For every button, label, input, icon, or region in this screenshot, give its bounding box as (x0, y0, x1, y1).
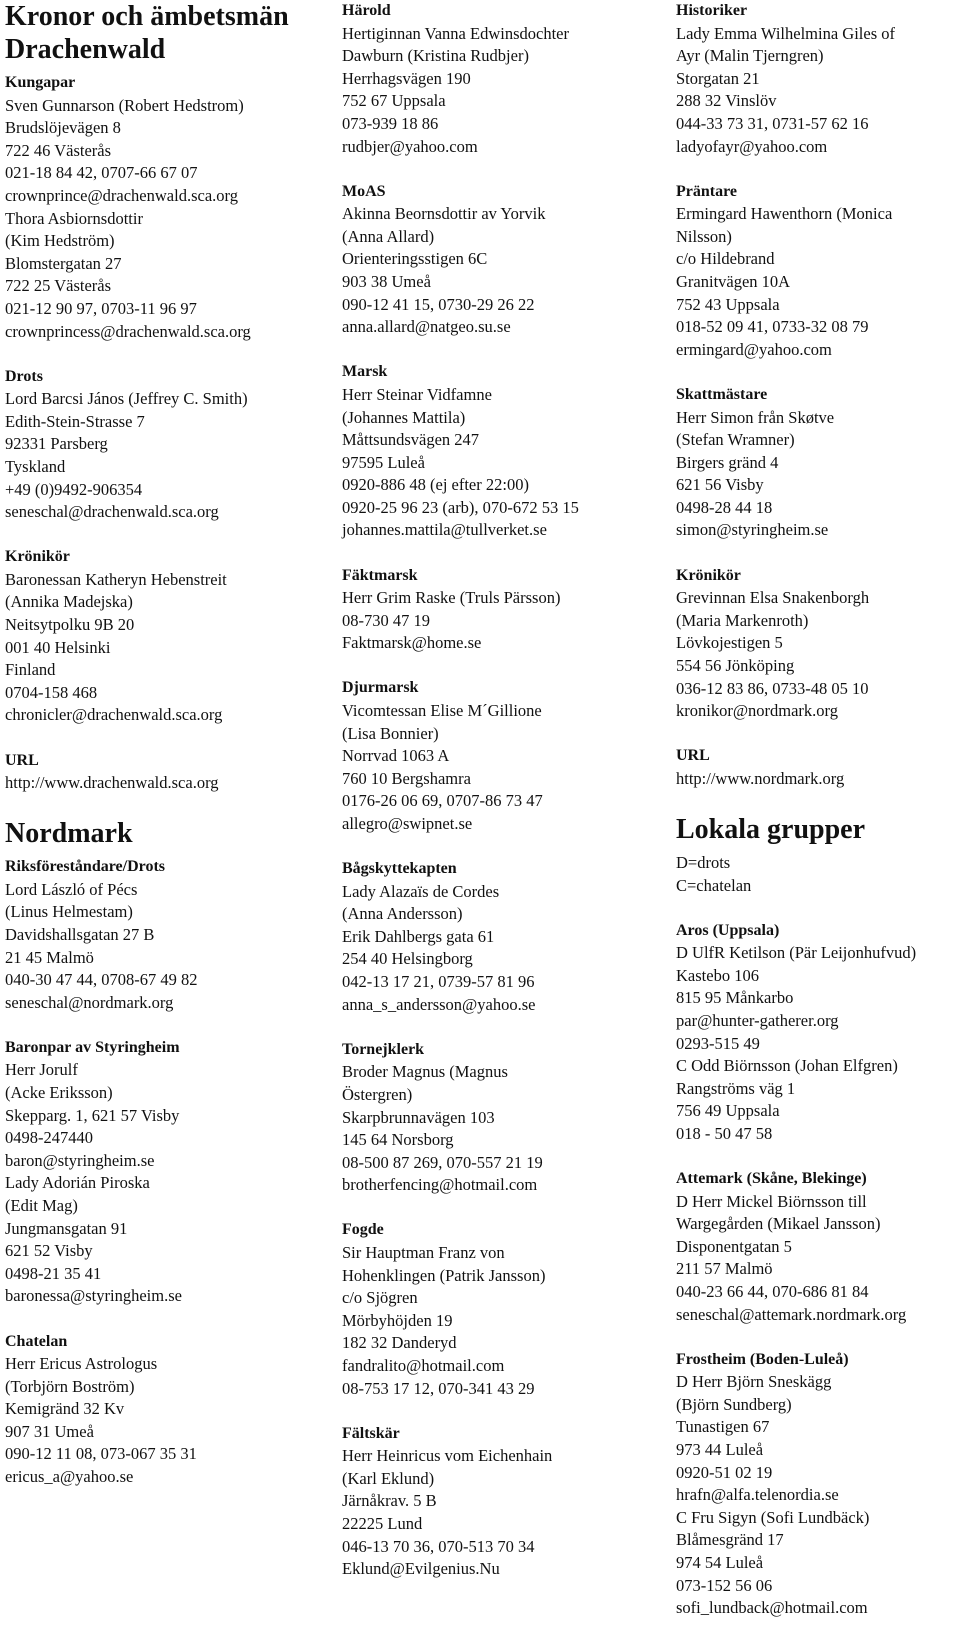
entry-line: Herr Steinar Vidfamne (342, 384, 492, 404)
entry-kronikor (5, 546, 325, 727)
entry-line: 722 25 Västerås (5, 276, 112, 296)
entry-title: Historiker (676, 2, 748, 19)
nordmark-officer-entries-2 (676, 0, 960, 790)
entry-line: 021-18 84 42, 0707-66 67 07 (5, 163, 198, 183)
entry-line: 090-12 41 15, 0730-29 26 22 (342, 294, 535, 314)
entry-line: 040-30 47 44, 0708-67 49 82 (5, 970, 198, 990)
email-address[interactable]: seneschal@nordmark.org (5, 992, 174, 1012)
entry-line: 036-12 83 86, 0733-48 05 10 (676, 678, 869, 698)
entry-line: (Torbjörn Boström) (5, 1376, 135, 1396)
entry-line: 0920-25 96 23 (arb), 070-672 53 15 (342, 497, 579, 517)
entry-line: 046-13 70 36, 070-513 70 34 (342, 1536, 535, 1556)
local-group-entries (676, 920, 960, 1620)
url-link[interactable]: http://www.drachenwald.sca.org (5, 773, 219, 793)
entry-line: 756 49 Uppsala (676, 1101, 780, 1121)
entry-title: Skattmästare (676, 385, 768, 403)
entry-line: 21 45 Malmö (5, 947, 94, 967)
entry-line: Skarpbrunnavägen 103 (342, 1107, 495, 1127)
email-address[interactable]: johannes.mattila@tullverket.se (342, 520, 547, 540)
entry-line: 040-23 66 44, 070-686 81 84 (676, 1282, 869, 1301)
email-address[interactable]: baronessa@styringheim.se (5, 1286, 182, 1306)
entry-line: 08-753 17 12, 070-341 43 29 (342, 1378, 535, 1398)
entry-line: 044-33 73 31, 0731-57 62 16 (676, 113, 869, 133)
heading-drachenwald (5, 0, 325, 66)
entry-line: Lord Barcsi János (Jeffrey C. Smith) (5, 389, 248, 409)
entry-line: Grevinnan Elsa Snakenborgh (676, 588, 870, 608)
entry-line: 0704-158 468 (5, 682, 98, 702)
entry-line: Rangströms väg 1 (676, 1078, 796, 1098)
entry-riksforestandare-drots (5, 856, 325, 1014)
nordmark-entries (5, 856, 325, 1488)
entry-title: Chatelan (5, 1332, 68, 1350)
entry-line: 0293-515 49 (676, 1033, 760, 1053)
entry-line: (Lisa Bonnier) (342, 723, 439, 743)
entry-line: Herr Heinricus vom Eichenhain (342, 1446, 553, 1466)
entry-line: (Maria Markenroth) (676, 610, 809, 630)
entry-line: 08-730 47 19 (342, 610, 430, 630)
entry-line: Herr Simon från Skøtve (676, 407, 835, 427)
entry-title: Baronpar av Styringheim (5, 1038, 180, 1056)
entry-line: c/o Hildebrand (676, 249, 775, 269)
entry-line: Herr Ericus Astrologus (5, 1354, 158, 1374)
entry-line: Sven Gunnarson (Robert Hedstrom) (5, 95, 244, 115)
entry-line: 090-12 11 08, 073-067 35 31 (5, 1444, 197, 1464)
entry-line: (Edit Mag) (5, 1196, 78, 1216)
entry-line: Neitsytpolku 9B 20 (5, 615, 135, 635)
entry-line: Kemigränd 32 Kv (5, 1399, 125, 1419)
legend-line: D=drots (676, 852, 731, 872)
entry-line: 0498-21 35 41 (5, 1263, 102, 1283)
entry-line: (Linus Helmestam) (5, 902, 133, 922)
entry-title: MoAS (342, 182, 386, 200)
entry-line: C Odd Biörnsson (Johan Elfgren) (676, 1056, 898, 1076)
email-address[interactable]: rudbjer@yahoo.com (342, 136, 478, 156)
entry-line: Edith-Stein-Strasse 7 (5, 411, 145, 431)
nordmark-officer-entries (342, 0, 642, 1581)
entry-line: (Kim Hedström) (5, 231, 115, 251)
entry-line: Erik Dahlbergs gata 61 (342, 926, 495, 946)
entry-line: Brudslöjevägen 8 (5, 118, 121, 138)
entry-line: Dawburn (Kristina Rudbjer) (342, 46, 529, 66)
entry-line: 621 56 Visby (676, 475, 764, 495)
entry-harold (342, 0, 642, 158)
entry-faktmarsk (342, 565, 642, 655)
entry-line: 021-12 90 97, 0703-11 96 97 (5, 298, 197, 318)
entry-line: 752 67 Uppsala (342, 91, 446, 111)
drachenwald-entries (5, 72, 325, 795)
heading-line: Kronor och ämbetsmän (5, 1, 289, 32)
email-address[interactable]: fandralito@hotmail.com (342, 1355, 505, 1375)
entry-aros-uppsala (676, 920, 960, 1146)
entry-line: 722 46 Västerås (5, 140, 112, 160)
entry-line: Jungmansgatan 91 (5, 1218, 128, 1238)
entry-line: 0498-28 44 18 (676, 497, 773, 517)
entry-line: c/o Sjögren (342, 1288, 418, 1308)
entry-line: Davidshallsgatan 27 B (5, 925, 155, 944)
email-address[interactable]: par@hunter-gatherer.org (676, 1010, 839, 1030)
entry-line: 903 38 Umeå (342, 272, 431, 292)
entry-line: 08-500 87 269, 070-557 21 19 (342, 1152, 543, 1172)
entry-line: Baronessan Katheryn Hebenstreit (5, 569, 227, 589)
entry-line: 254 40 Helsingborg (342, 949, 473, 969)
email-address[interactable]: allegro@swipnet.se (342, 814, 473, 833)
email-address[interactable]: hrafn@alfa.telenordia.se (676, 1485, 839, 1505)
email-address[interactable]: simon@styringheim.se (676, 520, 829, 540)
entry-bagskyttekapten (342, 858, 642, 1016)
entry-line: Tyskland (5, 457, 66, 476)
email-address[interactable]: brotherfencing@hotmail.com (342, 1175, 538, 1195)
entry-line: Ermingard Hawenthorn (Monica (676, 204, 893, 224)
entry-title: Präntare (676, 182, 738, 200)
entry-title: Fäktmarsk (342, 566, 418, 584)
entry-line: 145 64 Norsborg (342, 1130, 454, 1150)
entry-line: 288 32 Vinslöv (676, 91, 777, 111)
entry-line: Lövkojestigen 5 (676, 633, 783, 653)
entry-line: 554 56 Jönköping (676, 655, 795, 675)
heading-nordmark: Nordmark (5, 818, 133, 850)
entry-line: 073-152 56 06 (676, 1575, 773, 1595)
entry-prantare (676, 181, 960, 362)
entry-line: 042-13 17 21, 0739-57 81 96 (342, 972, 535, 992)
entry-tornejklerk (342, 1039, 642, 1197)
entry-line: Hertiginnan Vanna Edwinsdochter (342, 23, 569, 43)
entry-line: 0176-26 06 69, 0707-86 73 47 (342, 791, 543, 811)
entry-line: Lady Adorián Piroska (5, 1173, 150, 1193)
entry-line: +49 (0)9492-906354 (5, 479, 143, 499)
entry-line: Ayr (Malin Tjerngren) (676, 46, 824, 66)
entry-line: (Annika Madejska) (5, 592, 133, 612)
entry-line: 073-939 18 86 (342, 113, 439, 133)
entry-line: Skepparg. 1, 621 57 Visby (5, 1105, 180, 1125)
entry-line: Lady Emma Wilhelmina Giles of (676, 23, 895, 43)
entry-line: 018 - 50 47 58 (676, 1123, 773, 1143)
email-address[interactable]: sofi_lundback@hotmail.com (676, 1598, 868, 1618)
entry-title: Bågskyttekapten (342, 860, 457, 878)
entry-url (676, 745, 960, 790)
entry-line: Mörbyhöjden 19 (342, 1310, 453, 1330)
entry-title: Fogde (342, 1221, 384, 1239)
email-address[interactable]: seneschal@drachenwald.sca.org (5, 502, 219, 522)
entry-line: 973 44 Luleå (676, 1440, 764, 1460)
entry-line: Kastebo 106 (676, 965, 759, 985)
entry-line: Blomstergatan 27 (5, 253, 122, 273)
entry-line: 621 52 Visby (5, 1241, 93, 1261)
entry-title: Aros (Uppsala) (676, 921, 780, 939)
entry-marsk (342, 361, 642, 542)
entry-line: Sir Hauptman Franz von (342, 1243, 505, 1262)
entry-line: D Herr Mickel Biörnsson till (676, 1191, 867, 1211)
entry-historiker (676, 0, 960, 158)
entry-title: Frostheim (Boden-Luleå) (676, 1350, 849, 1368)
entry-url (5, 750, 325, 795)
entry-attemark-skane-blekinge (676, 1168, 960, 1326)
entry-line: (Anna Allard) (342, 226, 435, 246)
entry-line: Thora Asbiornsdottir (5, 208, 143, 228)
email-address[interactable]: ericus_a@yahoo.se (5, 1467, 134, 1487)
heading-lokala-grupper: Lokala grupper (676, 813, 866, 845)
legend (676, 852, 960, 897)
entry-line: Hohenklingen (Patrik Jansson) (342, 1265, 546, 1285)
entry-line: Broder Magnus (Magnus (342, 1062, 508, 1082)
email-address[interactable]: crownprince@drachenwald.sca.org (5, 185, 238, 205)
entry-faltskar (342, 1423, 642, 1581)
entry-line: Lord László of Pécs (5, 879, 138, 899)
entry-title: Djurmarsk (342, 679, 419, 697)
entry-line: Lady Alazaïs de Cordes (342, 881, 500, 901)
entry-kronikor (676, 565, 960, 723)
entry-title: Drots (5, 367, 43, 385)
url-link[interactable]: http://www.nordmark.org (676, 768, 845, 788)
legend-line: C=chatelan (676, 875, 752, 895)
entry-title: Tornejklerk (342, 1040, 425, 1058)
entry-line: D Herr Björn Sneskägg (676, 1372, 832, 1392)
entry-title: Härold (342, 2, 391, 19)
entry-line: (Björn Sundberg) (676, 1394, 792, 1414)
entry-line: (Karl Eklund) (342, 1468, 435, 1488)
column-1 (5, 0, 325, 1511)
entry-line: Herr Jorulf (5, 1060, 78, 1080)
entry-skattmastare (676, 384, 960, 542)
entry-line: Måttsundsvägen 247 (342, 430, 480, 450)
entry-title: URL (5, 751, 39, 769)
entry-line: Tunastigen 67 (676, 1417, 770, 1437)
email-address[interactable]: ermingard@yahoo.com (676, 339, 832, 359)
entry-kungapar (5, 72, 325, 343)
entry-title: URL (676, 747, 710, 765)
email-address[interactable]: anna_s_andersson@yahoo.se (342, 994, 536, 1014)
entry-line: (Stefan Wramner) (676, 430, 795, 450)
entry-line: Järnåkrav. 5 B (342, 1491, 437, 1511)
entry-frostheim-boden-lulea (676, 1349, 960, 1620)
entry-line: 0920-886 48 (ej efter 22:00) (342, 475, 529, 495)
entry-line: Herrhagsvägen 190 (342, 68, 471, 88)
entry-line: 0920-51 02 19 (676, 1462, 773, 1482)
entry-chatelan (5, 1331, 325, 1489)
entry-line: Birgers gränd 4 (676, 452, 779, 472)
entry-line: Vicomtessan Elise M´Gillione (342, 701, 542, 721)
entry-line: 018-52 09 41, 0733-32 08 79 (676, 317, 869, 337)
entry-fogde (342, 1219, 642, 1400)
email-address[interactable]: seneschal@attemark.nordmark.org (676, 1304, 907, 1324)
entry-line: D UlfR Ketilson (Pär Leijonhufvud) (676, 943, 917, 963)
email-address[interactable]: chronicler@drachenwald.sca.org (5, 705, 223, 725)
column-3 (676, 0, 960, 1642)
entry-line: Disponentgatan 5 (676, 1236, 792, 1256)
entry-line: Granitvägen 10A (676, 272, 791, 292)
entry-line: C Fru Sigyn (Sofi Lundbäck) (676, 1507, 870, 1527)
entry-djurmarsk (342, 677, 642, 835)
entry-title: Krönikör (5, 548, 70, 566)
column-2 (342, 0, 642, 1603)
entry-line: 182 32 Danderyd (342, 1333, 457, 1353)
entry-line: 907 31 Umeå (5, 1421, 94, 1441)
heading-line: Drachenwald (5, 34, 166, 65)
email-address[interactable]: Eklund@Evilgenius.Nu (342, 1559, 500, 1579)
entry-line: 760 10 Bergshamra (342, 768, 471, 788)
entry-line: Blåmesgränd 17 (676, 1530, 784, 1550)
email-address[interactable]: ladyofayr@yahoo.com (676, 136, 828, 156)
entry-line: Finland (5, 660, 56, 680)
email-address[interactable]: baron@styringheim.se (5, 1150, 155, 1170)
entry-line: 97595 Luleå (342, 452, 425, 472)
entry-line: Östergren) (342, 1084, 413, 1104)
entry-line: Orienteringsstigen 6C (342, 249, 488, 269)
entry-title: Fältskär (342, 1424, 400, 1442)
entry-line: Wargegården (Mikael Jansson) (676, 1214, 881, 1234)
email-address[interactable]: crownprincess@drachenwald.sca.org (5, 321, 251, 341)
entry-line: Storgatan 21 (676, 68, 760, 88)
entry-line: 001 40 Helsinki (5, 637, 111, 657)
entry-line: Akinna Beornsdottir av Yorvik (342, 204, 546, 224)
entry-line: Herr Grim Raske (Truls Pärsson) (342, 588, 561, 608)
entry-line: (Acke Eriksson) (5, 1083, 113, 1103)
entry-baronpar-av-styringheim (5, 1037, 325, 1308)
entry-line: 815 95 Månkarbo (676, 988, 794, 1008)
entry-line: 92331 Parsberg (5, 434, 108, 454)
entry-title: Kungapar (5, 74, 76, 91)
entry-line: 0498-247440 (5, 1128, 93, 1148)
entry-title: Attemark (Skåne, Blekinge) (676, 1170, 867, 1188)
entry-line: 211 57 Malmö (676, 1259, 773, 1279)
entry-line: 752 43 Uppsala (676, 294, 780, 314)
entry-line: Norrvad 1063 A (342, 746, 450, 766)
entry-line: (Johannes Mattila) (342, 407, 466, 427)
entry-line: Nilsson) (676, 226, 732, 246)
entry-line: 22225 Lund (342, 1514, 423, 1534)
email-address[interactable]: anna.allard@natgeo.su.se (342, 317, 511, 337)
entry-title: Krönikör (676, 566, 741, 584)
entry-drots (5, 366, 325, 524)
entry-title: Marsk (342, 363, 388, 381)
email-address[interactable]: Faktmarsk@home.se (342, 633, 482, 653)
entry-line: (Anna Andersson) (342, 904, 463, 924)
email-address[interactable]: kronikor@nordmark.org (676, 701, 838, 721)
entry-moas (342, 181, 642, 339)
entry-line: 974 54 Luleå (676, 1553, 764, 1573)
entry-title: Riksföreståndare/Drots (5, 858, 165, 876)
